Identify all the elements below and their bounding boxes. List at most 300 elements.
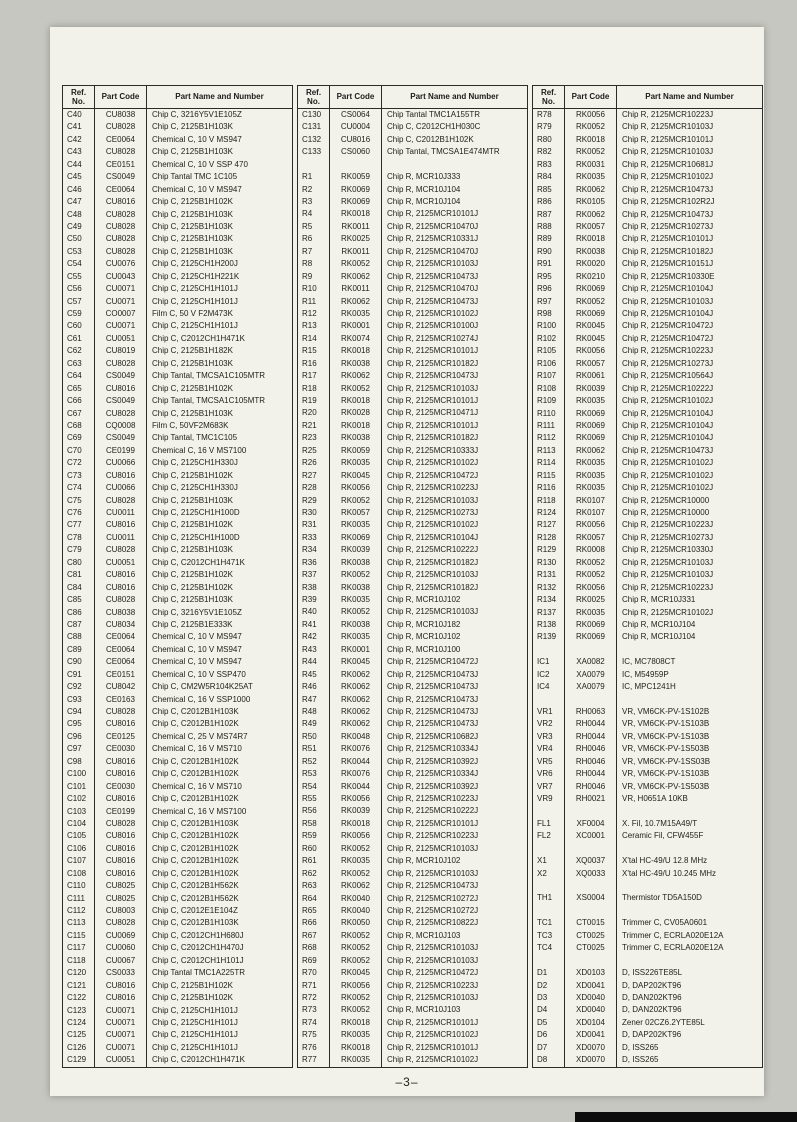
spacer-row	[533, 955, 763, 967]
cell-ref-no: R14	[298, 333, 330, 345]
cell-part-code: CU8028	[95, 495, 147, 507]
cell-part-name: Trimmer C, ECRLA020E12A	[617, 942, 763, 954]
cell-part-name: Chip R, 2125MCR10334J	[382, 768, 528, 780]
cell-part-name: Chip C, 3216Y5V1E105Z	[147, 607, 293, 619]
part-row	[63, 830, 293, 842]
cell-part-name: Chemical C, 10 V SSP 470	[147, 159, 293, 171]
cell-part-code: CU0071	[95, 1005, 147, 1017]
cell-part-name: D, ISS265	[617, 1054, 763, 1067]
part-row	[533, 495, 763, 507]
part-row	[63, 569, 293, 581]
part-row	[63, 495, 293, 507]
cell-part-code: RK0069	[565, 308, 617, 320]
part-row	[63, 196, 293, 208]
cell-part-name: Chip R, 2125MCR102R2J	[617, 196, 763, 208]
part-row	[63, 507, 293, 519]
cell-part-name: Chip C, C2012B1H102K	[382, 134, 528, 146]
part-row	[533, 209, 763, 221]
cell-part-code: XD0041	[565, 980, 617, 992]
cell-ref-no: R130	[533, 557, 565, 569]
cell-ref-no: R56	[298, 805, 330, 817]
cell-part-code: RK0062	[330, 718, 382, 730]
part-row	[63, 818, 293, 830]
cell-part-code: RK0035	[565, 395, 617, 407]
cell-part-code: CQ0008	[95, 420, 147, 432]
parts-table-right	[532, 85, 763, 1068]
cell-ref-no: C57	[63, 296, 95, 308]
cell-part-name: Chip Tantal TMC1A155TR	[382, 109, 528, 122]
cell-part-code: RK0035	[330, 631, 382, 643]
cell-part-name: Chemical C, 10 V MS947	[147, 644, 293, 656]
cell-part-name: Chip C, 2125B1H103K	[147, 594, 293, 606]
cell-part-code: RK0052	[565, 121, 617, 133]
cell-part-name: Chip R, 2125MCR10102J	[382, 1029, 528, 1041]
spacer-row	[533, 905, 763, 917]
cell-ref-no: C88	[63, 631, 95, 643]
cell-part-name: Chip R, 2125MCR10101J	[382, 1042, 528, 1054]
cell-ref-no: C110	[63, 880, 95, 892]
cell-part-code: CU0071	[95, 1029, 147, 1041]
page-number: –3–	[395, 1075, 419, 1089]
cell-part-name: Trimmer C, CV05A0601	[617, 917, 763, 929]
cell-ref-no: R100	[533, 320, 565, 332]
part-row	[533, 830, 763, 842]
part-row	[533, 1029, 763, 1041]
cell-part-name: Chip R, 2125MCR10223J	[617, 582, 763, 594]
cell-ref-no: R85	[533, 184, 565, 196]
cell-ref-no: D2	[533, 980, 565, 992]
cell-ref-no: C105	[63, 830, 95, 842]
cell-part-name: Chip R, 2125MCR10272J	[382, 905, 528, 917]
part-row	[63, 333, 293, 345]
cell-ref-no: C85	[63, 594, 95, 606]
part-row	[63, 184, 293, 196]
cell-ref-no: R65	[298, 905, 330, 917]
part-row	[63, 756, 293, 768]
cell-part-code: RK0040	[330, 905, 382, 917]
cell-part-name: Chip R, 2125MCR10103J	[617, 146, 763, 158]
cell-part-code: RK0052	[330, 930, 382, 942]
cell-part-code: RH0044	[565, 768, 617, 780]
part-row	[298, 781, 528, 793]
cell-ref-no: C70	[63, 445, 95, 457]
cell-part-code: CU8016	[95, 519, 147, 531]
cell-part-name: Chip R, 2125MCR10101J	[382, 1017, 528, 1029]
cell-part-name: Chip R, 2125MCR10822J	[382, 917, 528, 929]
part-row	[63, 917, 293, 929]
part-row	[63, 296, 293, 308]
cell-part-code	[565, 644, 617, 656]
cell-part-name: Chip R, 2125MCR10102J	[382, 308, 528, 320]
cell-part-name: VR, VM6CK-PV-1S103B	[617, 768, 763, 780]
cell-part-name: Chip R, 2125MCR10473J	[617, 209, 763, 221]
cell-ref-no: R39	[298, 594, 330, 606]
cell-part-code: CS0033	[95, 967, 147, 979]
cell-part-name: Chemical C, 16 V MS7100	[147, 806, 293, 818]
cell-ref-no: C98	[63, 756, 95, 768]
cell-part-code: RK0062	[330, 669, 382, 681]
part-row	[533, 320, 763, 332]
cell-part-name: Chip C, C2012CH1H470J	[147, 942, 293, 954]
cell-part-name: Chip R, 2125MCR10330J	[617, 544, 763, 556]
cell-part-code: CU8016	[330, 134, 382, 146]
part-row	[63, 159, 293, 171]
cell-part-code: CU8016	[95, 718, 147, 730]
cell-part-name: Chip R, 2125MCR10104J	[617, 420, 763, 432]
cell-ref-no: R79	[533, 121, 565, 133]
cell-ref-no: R89	[533, 233, 565, 245]
cell-part-name: Chip R, MCR10J102	[382, 594, 528, 606]
cell-part-name: Chip R, 2125MCR10102J	[617, 457, 763, 469]
cell-part-name: VR, VM6CK-PV-1S103B	[617, 731, 763, 743]
cell-ref-no: C117	[63, 942, 95, 954]
cell-part-code: RK0056	[565, 109, 617, 122]
cell-part-name: Trimmer C, ECRLA020E12A	[617, 930, 763, 942]
cell-ref-no: R43	[298, 644, 330, 656]
cell-part-code: XD0070	[565, 1042, 617, 1054]
part-row	[533, 420, 763, 432]
cell-ref-no: C76	[63, 507, 95, 519]
cell-part-code: RK0045	[330, 967, 382, 979]
part-row	[298, 930, 528, 942]
cell-part-code: CE0199	[95, 806, 147, 818]
cell-ref-no: R5	[298, 221, 330, 233]
cell-part-name: Chip R, 2125MCR10473J	[617, 184, 763, 196]
cell-part-code: RH0044	[565, 718, 617, 730]
part-row	[298, 631, 528, 643]
cell-ref-no: R139	[533, 631, 565, 643]
cell-part-name: Chip R, 2125MCR10102J	[382, 1054, 528, 1067]
cell-part-name: Ceramic Fil, CFW455F	[617, 830, 763, 842]
cell-ref-no: R37	[298, 569, 330, 581]
cell-part-name: Chemical C, 10 V MS947	[147, 184, 293, 196]
part-row	[63, 171, 293, 183]
cell-ref-no: R27	[298, 470, 330, 482]
cell-part-code: RK0052	[330, 383, 382, 395]
cell-part-name: Chip R, 2125MCR10472J	[382, 967, 528, 979]
part-row	[63, 743, 293, 755]
cell-part-code: CU0051	[95, 557, 147, 569]
cell-ref-no: TC4	[533, 942, 565, 954]
part-row	[63, 992, 293, 1004]
cell-ref-no: C90	[63, 656, 95, 668]
part-row	[63, 246, 293, 258]
part-row	[533, 246, 763, 258]
part-row	[63, 681, 293, 693]
cell-ref-no: C118	[63, 955, 95, 967]
cell-part-name: VR, VM6CK-PV-1S103B	[617, 718, 763, 730]
cell-part-name: Film C, 50 V F2M473K	[147, 308, 293, 320]
cell-part-code: CE0064	[95, 134, 147, 146]
cell-part-name: Chip C, 2125CH1H330J	[147, 457, 293, 469]
cell-part-name: Chip C, C2012B1H102K	[147, 756, 293, 768]
cell-part-code: RK0052	[565, 296, 617, 308]
part-row	[63, 221, 293, 233]
cell-ref-no: C107	[63, 855, 95, 867]
cell-part-code: RK0018	[330, 208, 382, 220]
cell-part-name: Chip R, 2125MCR10472J	[382, 470, 528, 482]
cell-part-name: Chip C, 2125CH1H221K	[147, 271, 293, 283]
cell-part-name: Chip R, 2125MCR10103J	[382, 495, 528, 507]
part-row	[533, 134, 763, 146]
part-row	[533, 432, 763, 444]
cell-part-code: RH0046	[565, 756, 617, 768]
cell-part-code: RK0056	[565, 345, 617, 357]
cell-ref-no: C91	[63, 669, 95, 681]
cell-part-name: Chemical C, 25 V MS74R7	[147, 731, 293, 743]
cell-ref-no: R54	[298, 781, 330, 793]
cell-part-name: Film C, 50VF2M683K	[147, 420, 293, 432]
cell-ref-no: C74	[63, 482, 95, 494]
cell-part-code: RK0062	[330, 370, 382, 382]
part-row	[533, 383, 763, 395]
cell-ref-no: VR9	[533, 793, 565, 805]
cell-part-name: Chip R, 2125MCR10101J	[382, 208, 528, 220]
cell-part-name: Chip C, C2012B1H102K	[147, 718, 293, 730]
cell-part-name: Zener 02CZ6.2YTE85L	[617, 1017, 763, 1029]
spacer-row	[533, 880, 763, 892]
part-row	[63, 420, 293, 432]
part-row	[63, 432, 293, 444]
column-header-part-name: Part Name and Number	[617, 86, 763, 109]
part-row	[298, 208, 528, 220]
cell-part-code: CU0066	[95, 482, 147, 494]
cell-part-code: CS0049	[95, 395, 147, 407]
cell-part-code: CU8003	[95, 905, 147, 917]
part-row	[533, 743, 763, 755]
part-row	[63, 345, 293, 357]
part-row	[533, 1054, 763, 1067]
cell-ref-no: R71	[298, 980, 330, 992]
cell-part-code: CU8028	[95, 221, 147, 233]
cell-part-name: Chip C, C2012B1H102K	[147, 855, 293, 867]
cell-ref-no: C133	[298, 146, 330, 158]
cell-part-name: Chip C, C2012B1H102K	[147, 830, 293, 842]
cell-ref-no: C50	[63, 233, 95, 245]
cell-part-name: Chip R, 2125MCR10103J	[617, 569, 763, 581]
cell-part-name: Chip C, 2125B1H103K	[147, 209, 293, 221]
part-row	[63, 905, 293, 917]
cell-part-name: Chip R, 2125MCR10222J	[382, 544, 528, 556]
cell-part-name: Chip Tantal TMC1A225TR	[147, 967, 293, 979]
cell-ref-no: R6	[298, 233, 330, 245]
cell-ref-no: R46	[298, 681, 330, 693]
cell-part-code: RK0059	[330, 445, 382, 457]
cell-part-name: Chip Tantal, TMCSA1E474MTR	[382, 146, 528, 158]
cell-ref-no: C102	[63, 793, 95, 805]
part-row	[63, 880, 293, 892]
cell-part-code: RH0046	[565, 743, 617, 755]
cell-part-name: Chip Tantal, TMCSA1C105MTR	[147, 370, 293, 382]
part-row	[533, 470, 763, 482]
cell-ref-no: R36	[298, 557, 330, 569]
cell-part-name: Chip R, 2125MCR10334J	[382, 743, 528, 755]
part-row	[533, 656, 763, 668]
cell-part-name: Chip R, 2125MCR10222J	[382, 805, 528, 817]
cell-part-name: Chip C, 2125B1H102K	[147, 470, 293, 482]
cell-part-code	[330, 159, 382, 171]
cell-part-code: CU8028	[95, 121, 147, 133]
cell-ref-no: C55	[63, 271, 95, 283]
cell-part-name: Chip C, 2125CH1H100D	[147, 507, 293, 519]
part-row	[533, 1004, 763, 1016]
cell-part-code: RK0038	[565, 246, 617, 258]
cell-part-name: Chip C, 2125B1H102K	[147, 569, 293, 581]
cell-part-code: RK0056	[330, 482, 382, 494]
part-row	[298, 1042, 528, 1054]
part-row	[63, 457, 293, 469]
cell-part-code: XA0079	[565, 681, 617, 693]
cell-ref-no: R48	[298, 706, 330, 718]
cell-part-name: D, DAP202KT96	[617, 980, 763, 992]
cell-part-name: Chip C, 2125CH1H101J	[147, 1029, 293, 1041]
cell-ref-no: C68	[63, 420, 95, 432]
part-row	[63, 806, 293, 818]
cell-part-name: Chip R, 2125MCR10681J	[617, 159, 763, 171]
part-row	[298, 582, 528, 594]
cell-ref-no: R58	[298, 818, 330, 830]
part-row	[63, 146, 293, 158]
cell-part-name: X'tal HC-49/U 12.8 MHz	[617, 855, 763, 867]
cell-part-code: CU8016	[95, 793, 147, 805]
cell-ref-no: R11	[298, 296, 330, 308]
cell-part-code: RK0107	[565, 495, 617, 507]
cell-part-name: Chemical C, 16 V MS710	[147, 781, 293, 793]
cell-ref-no: C108	[63, 868, 95, 880]
cell-part-name: Chip C, 2125B1E333K	[147, 619, 293, 631]
cell-ref-no: VR5	[533, 756, 565, 768]
cell-part-name: Chip C, C2012B1H102K	[147, 793, 293, 805]
part-row	[533, 930, 763, 942]
part-row	[533, 855, 763, 867]
cell-part-code: RK0035	[565, 470, 617, 482]
cell-ref-no: R28	[298, 482, 330, 494]
part-row	[63, 631, 293, 643]
cell-part-code: CU8019	[95, 345, 147, 357]
cell-part-code: RK0045	[565, 333, 617, 345]
cell-ref-no: C123	[63, 1005, 95, 1017]
part-row	[533, 992, 763, 1004]
cell-part-name: Chip R, MCR10J331	[617, 594, 763, 606]
part-row	[298, 1054, 528, 1067]
part-row	[63, 1005, 293, 1017]
cell-ref-no: IC1	[533, 656, 565, 668]
part-row	[533, 370, 763, 382]
cell-ref-no: R73	[298, 1004, 330, 1016]
cell-part-code: CU0071	[95, 296, 147, 308]
cell-ref-no: D8	[533, 1054, 565, 1067]
part-row	[63, 1029, 293, 1041]
cell-ref-no: C63	[63, 358, 95, 370]
part-row	[298, 569, 528, 581]
cell-part-code: CS0049	[95, 370, 147, 382]
part-row	[533, 196, 763, 208]
cell-part-code	[565, 843, 617, 855]
cell-part-code: CU0071	[95, 1017, 147, 1029]
part-row	[533, 159, 763, 171]
cell-part-code: RK0052	[565, 569, 617, 581]
part-row	[63, 706, 293, 718]
cell-ref-no: C69	[63, 432, 95, 444]
cell-part-code: RK0076	[330, 768, 382, 780]
cell-part-code: CU8038	[95, 109, 147, 122]
cell-part-name: Chip C, 2125B1H102K	[147, 196, 293, 208]
cell-part-name: Chip R, 2125MCR10223J	[617, 109, 763, 122]
cell-ref-no: D6	[533, 1029, 565, 1041]
part-row	[63, 233, 293, 245]
part-row	[298, 445, 528, 457]
part-row	[533, 146, 763, 158]
cell-ref-no: D5	[533, 1017, 565, 1029]
cell-part-code: RK0038	[330, 358, 382, 370]
cell-part-name: D, DAN202KT96	[617, 992, 763, 1004]
cell-part-name: Chip C, 2125CH1H100D	[147, 532, 293, 544]
cell-part-name: Chip C, 2125B1H103K	[147, 221, 293, 233]
cell-ref-no: R8	[298, 258, 330, 270]
cell-part-code: CU8028	[95, 706, 147, 718]
part-row	[63, 731, 293, 743]
part-row	[63, 358, 293, 370]
cell-part-name: Chip R, 2125MCR10104J	[617, 432, 763, 444]
cell-part-code: RK0052	[330, 843, 382, 855]
cell-ref-no: TC1	[533, 917, 565, 929]
part-row	[298, 407, 528, 419]
cell-ref-no: C77	[63, 519, 95, 531]
part-row	[533, 296, 763, 308]
header-row	[298, 86, 528, 109]
part-row	[63, 781, 293, 793]
cell-part-code: RK0035	[330, 308, 382, 320]
cell-part-code	[565, 955, 617, 967]
part-row	[533, 718, 763, 730]
part-row	[298, 768, 528, 780]
part-row	[298, 358, 528, 370]
cell-part-code: CU8028	[95, 358, 147, 370]
cell-part-code: RK0210	[565, 271, 617, 283]
cell-part-name: Chip C, 2125B1H103K	[147, 121, 293, 133]
cell-part-code: RK0011	[330, 246, 382, 258]
part-row	[63, 930, 293, 942]
part-row	[298, 694, 528, 706]
cell-ref-no: R49	[298, 718, 330, 730]
cell-ref-no: C95	[63, 718, 95, 730]
part-row	[298, 246, 528, 258]
cell-ref-no: R127	[533, 519, 565, 531]
cell-ref-no: R69	[298, 955, 330, 967]
cell-ref-no: R53	[298, 768, 330, 780]
cell-ref-no: FL1	[533, 818, 565, 830]
cell-part-name: Chip C, C2012CH1H471K	[147, 333, 293, 345]
part-row	[298, 855, 528, 867]
part-row	[298, 383, 528, 395]
cell-part-code: RK0035	[330, 457, 382, 469]
cell-part-code: RK0028	[330, 407, 382, 419]
cell-part-code: RK0069	[565, 283, 617, 295]
cell-ref-no: R98	[533, 308, 565, 320]
cell-part-name: Chip C, 2125CH1H101J	[147, 283, 293, 295]
cell-part-name: Chip R, 2125MCR10272J	[382, 893, 528, 905]
cell-part-code: RK0018	[330, 420, 382, 432]
cell-part-code: RK0052	[330, 569, 382, 581]
cell-ref-no: C56	[63, 283, 95, 295]
part-row	[63, 408, 293, 420]
cell-ref-no: R107	[533, 370, 565, 382]
cell-part-code: RK0018	[330, 1042, 382, 1054]
cell-ref-no: VR1	[533, 706, 565, 718]
cell-part-code: XD0070	[565, 1054, 617, 1067]
part-row	[533, 271, 763, 283]
cell-ref-no: C121	[63, 980, 95, 992]
